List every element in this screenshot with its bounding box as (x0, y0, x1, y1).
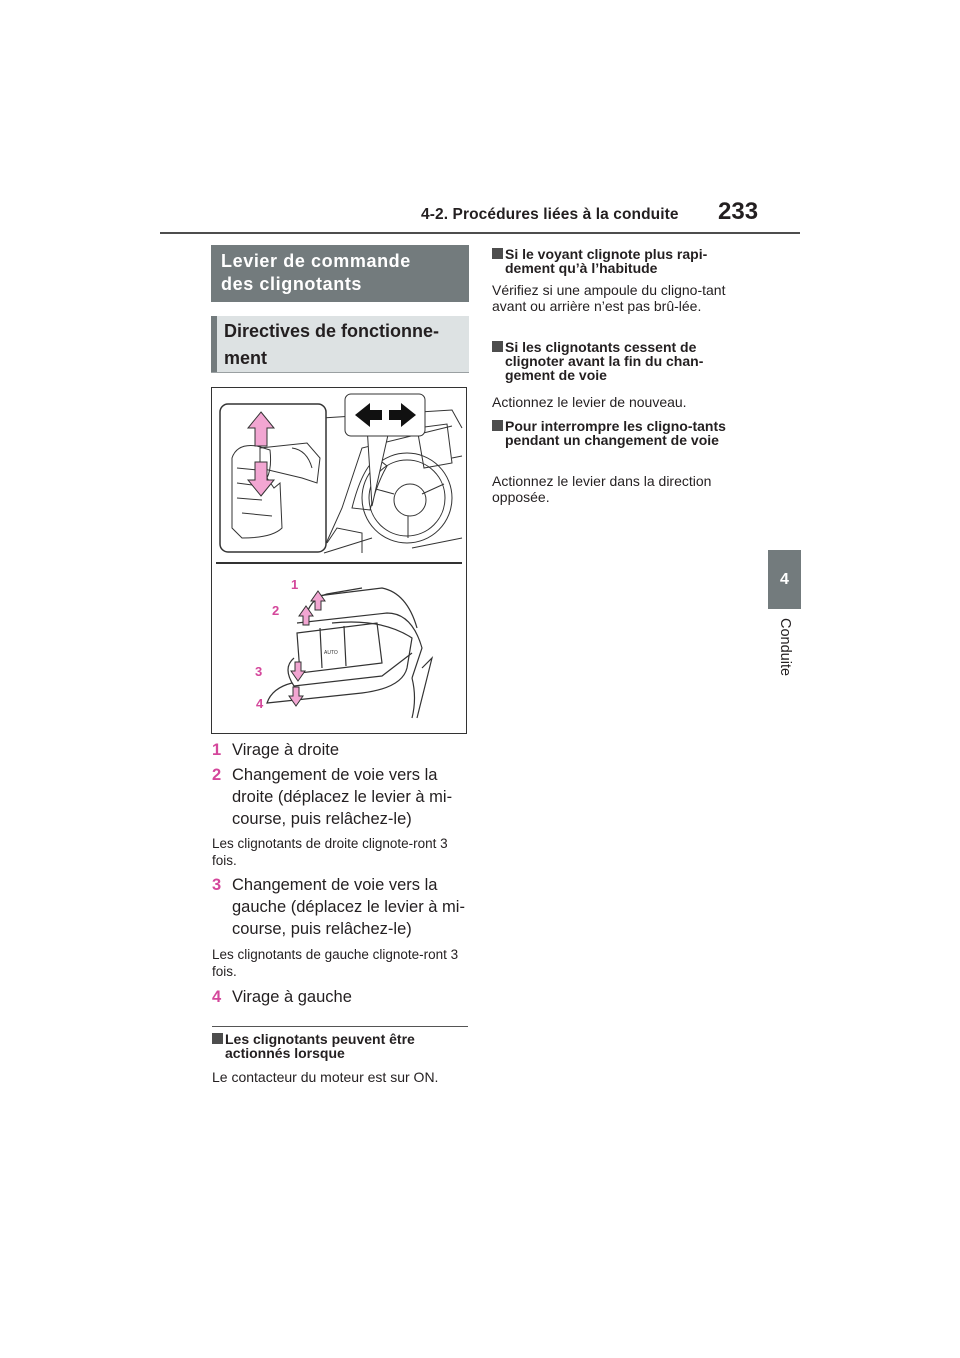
section-title-line1: Levier de commande (221, 251, 411, 271)
item-number: 1 (212, 741, 222, 759)
section-title-banner (211, 245, 469, 302)
chapter-label (770, 618, 800, 688)
callout-4: 4 (256, 696, 264, 711)
section-title-line2: des clignotants (221, 274, 363, 294)
switch-auto-label: AUTO (324, 650, 338, 656)
condition-heading-text: Les clignotants peuvent être actionnés lorsque (225, 1031, 415, 1061)
condition-text: Actionnez le levier de nouveau. (492, 394, 687, 410)
item-number: 2 (212, 766, 222, 784)
callout-3: 3 (255, 664, 263, 679)
arrow-4-icon (289, 687, 303, 706)
condition-text: Vérifiez si une ampoule du cligno-tant avant ou arrière n’est pas brû-lée. (492, 282, 726, 314)
condition-heading-text: Si les clignotants cessent de clignoter avant la fin du chan-gement de voie (505, 339, 704, 383)
arrow-1-icon (311, 591, 325, 610)
condition-heading-text: Pour interrompre les cligno-tants pendant un changement de voie (505, 418, 726, 448)
item-number: 4 (212, 988, 222, 1006)
subsection-title-line1: Directives de fonctionne- (224, 321, 440, 341)
square-bullet-icon (212, 1033, 223, 1044)
callout-1: 1 (291, 577, 299, 592)
item-number: 3 (212, 876, 222, 894)
chapter-label-text: Conduite (777, 618, 793, 677)
note-right-blink: Les clignotants de droite clignote-ront 3 fois. (212, 836, 448, 868)
header-rule (160, 232, 800, 234)
subsection-title-line2: ment (224, 348, 268, 368)
square-bullet-icon (492, 248, 503, 259)
arrow-3-icon (291, 662, 305, 681)
condition-text: Le contacteur du moteur est sur ON. (212, 1069, 439, 1085)
condition-divider (212, 1026, 468, 1027)
turn-signal-drawing (212, 388, 466, 733)
item-text: Virage à gauche (232, 988, 352, 1006)
page-number: 233 (718, 198, 759, 225)
condition-heading-text: Si le voyant clignote plus rapi-dement qu’à l’habitude (505, 246, 708, 276)
subsection-title-banner (211, 316, 469, 373)
condition-text: Actionnez le levier dans la direction opposée. (492, 473, 712, 505)
turn-signal-illustration (211, 387, 467, 734)
callout-2: 2 (272, 603, 280, 618)
item-text: Changement de voie vers la gauche (déplacez le levier à mi-course, puis relâchez-le) (232, 876, 465, 938)
square-bullet-icon (492, 420, 503, 431)
item-text: Changement de voie vers la droite (déplacez le levier à mi-course, puis relâchez-le) (232, 766, 453, 828)
running-header-title: 4-2. Procédures liées à la conduite (421, 206, 679, 223)
note-left-blink: Les clignotants de gauche clignote-ront 3 fois. (212, 947, 459, 979)
square-bullet-icon (492, 341, 503, 352)
item-text: Virage à droite (232, 741, 340, 759)
chapter-tab[interactable]: 4 (768, 550, 801, 609)
